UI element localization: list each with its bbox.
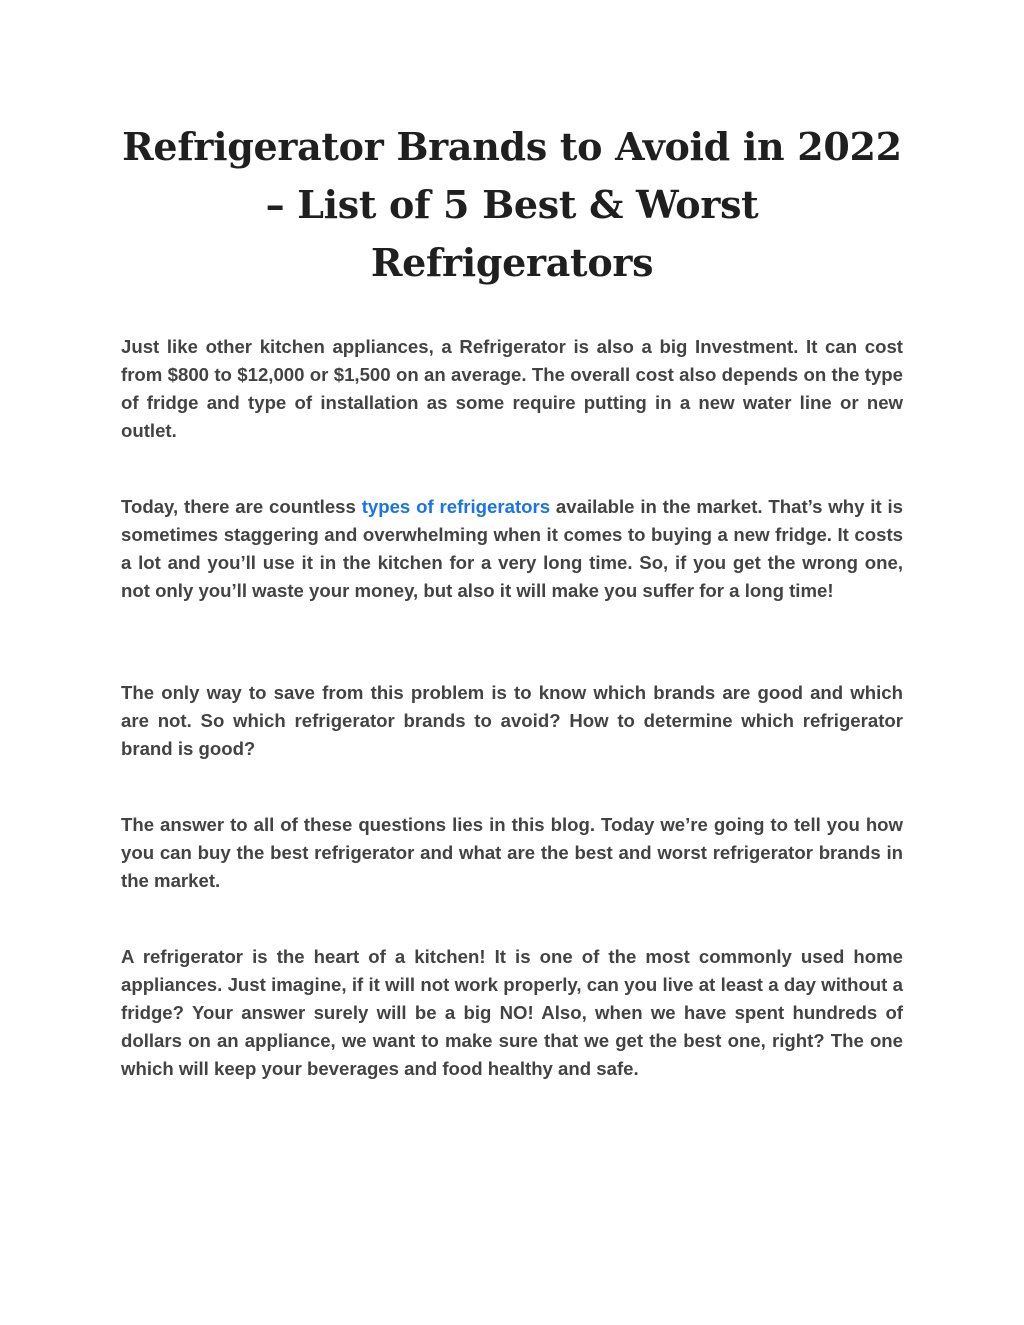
intro-paragraph: Just like other kitchen appliances, a Refrigerator is also a big Investment. It can cost from $800 to $12,000 or $1,500 on an average. The overall cost also depends on the type of fridge and type of installation as some require putting in a new water line or new outlet. [121, 336, 903, 441]
answer-paragraph: The answer to all of these questions lies in this blog. Today we’re going to tell you how you can buy the best refrigerator and what are the best and worst refrigerator brands in the market. [121, 814, 903, 891]
article-title: Refrigerator Brands to Avoid in 2022 – List of 5 Best & Worst Refrigerators [122, 124, 902, 285]
types-paragraph [121, 493, 903, 605]
types-paragraph-text-end: available in the market. That’s why it is sometimes staggering and overwhelming when it comes to buying a new fridge. It costs a lot and you’ll use it in the kitchen for a very long time. So, if you get the wrong one, not only you’ll waste your money, but also it will make you suffer for a long time! [121, 496, 903, 601]
types-paragraph-text-start: Today, there are countless [121, 496, 362, 517]
problem-paragraph: The only way to save from this problem is to know which brands are good and which are not. So which refrigerator brands to avoid? How to determine which refrigerator brand is good? [121, 682, 903, 759]
heart-of-kitchen-paragraph: A refrigerator is the heart of a kitchen! It is one of the most commonly used home appliances. Just imagine, if it will not work properly, can you live at least a day without a fridge? Your answer surely will be a big NO! Also, when we have spent hundreds of dollars on an appliance, we want to make sure that we get the best one, right? The one which will keep your beverages and food healthy and safe. [121, 946, 903, 1079]
types-of-refrigerators-link[interactable]: types of refrigerators [361, 496, 551, 517]
